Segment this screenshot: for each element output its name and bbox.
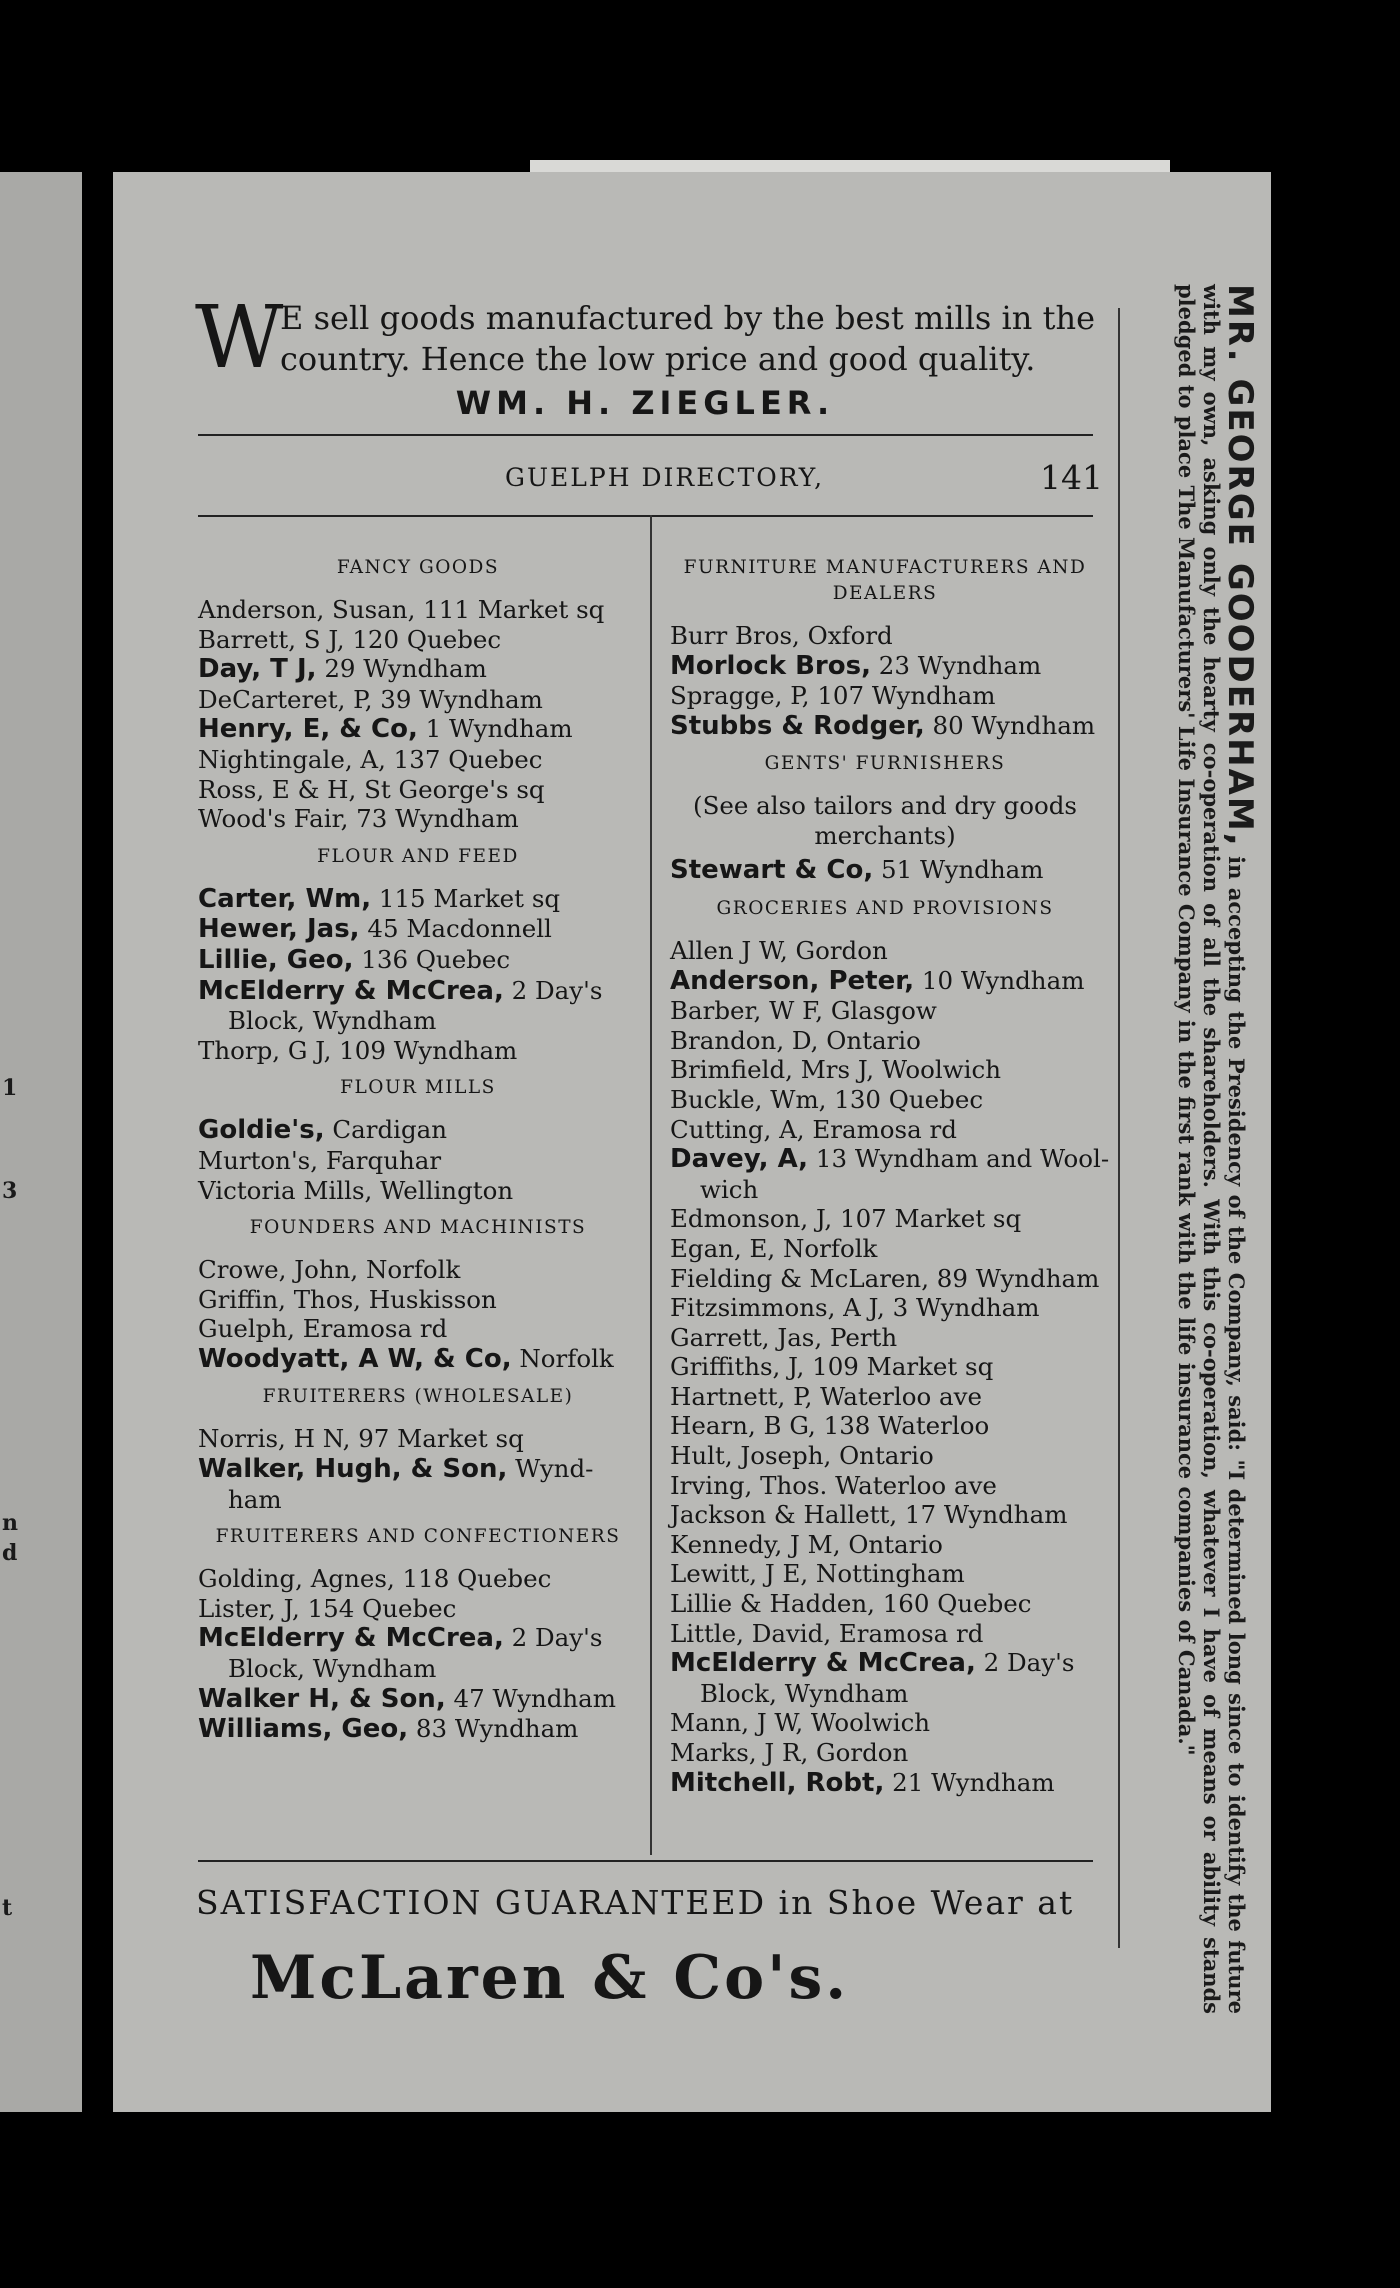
section-heading: FLOUR MILLS: [340, 1077, 496, 1099]
entry-address: 23 Wyndham: [870, 650, 1042, 680]
entry-address: 137 Quebec: [385, 744, 543, 774]
directory-entry: [670, 1648, 1100, 1679]
ad-merchant-name: WM. H. ZIEGLER.: [455, 384, 835, 422]
directory-entry: [670, 1441, 1100, 1471]
entry-name: Anderson, Susan,: [198, 595, 416, 624]
entry-name: Hearn, B G,: [670, 1411, 816, 1441]
entry-address: 45 Macdonnell: [359, 914, 552, 944]
header-rule-bottom: [198, 515, 1093, 517]
entry-name: Garrett, Jas,: [670, 1322, 823, 1352]
entry-name: Hartnett, P,: [670, 1381, 813, 1411]
entry-name: Nightingale, A,: [198, 744, 386, 774]
entry-name: Brandon, D,: [670, 1025, 819, 1055]
entry-address: Huskisson: [360, 1284, 497, 1314]
directory-entry: [670, 1619, 1100, 1649]
entry-address: 3 Wyndham: [884, 1293, 1040, 1323]
entry-name: Stubbs & Rodger,: [670, 710, 925, 741]
section-heading: GROCERIES AND PROVISIONS: [716, 897, 1054, 919]
directory-entry: [670, 1115, 1100, 1145]
section-heading: FRUITERERS AND CONFECTIONERS: [215, 1526, 621, 1548]
entry-address: 107 Wyndham: [809, 681, 996, 711]
directory-entry: [670, 711, 1100, 742]
directory-entry: [198, 1454, 638, 1485]
entry-name: Lister, J,: [198, 1593, 300, 1623]
entry-name: Lillie, Geo,: [198, 944, 354, 975]
entry-address: 73 Wyndham: [348, 804, 519, 834]
entry-name: Allen J W,: [670, 935, 788, 965]
right-column: [670, 545, 1110, 1798]
entry-address: Eramosa rd: [831, 1618, 984, 1648]
directory-entry: [670, 966, 1100, 997]
directory-entry: [670, 1530, 1100, 1560]
directory-entry: [198, 1255, 638, 1285]
entry-name: Lewitt, J E,: [670, 1559, 809, 1589]
entry-address: Gordon: [787, 935, 888, 965]
entry-name: McElderry & McCrea,: [198, 975, 504, 1006]
entry-name: McElderry & McCrea,: [198, 1623, 504, 1654]
section-heading: FOUNDERS AND MACHINISTS: [249, 1217, 587, 1239]
side-ad-text: [1174, 284, 1260, 2015]
entry-address: Nottingham: [808, 1559, 965, 1589]
directory-entry: [670, 996, 1100, 1026]
entry-address: Eramosa rd: [294, 1314, 448, 1344]
directory-entry: [198, 745, 638, 775]
directory-entry: [670, 1708, 1100, 1738]
entry-address: 51 Wyndham: [873, 855, 1044, 885]
directory-entry: [670, 1055, 1100, 1085]
entry-address: 13 Wyndham and Wool-: [808, 1144, 1110, 1174]
entry-name: Barber, W F,: [670, 996, 824, 1026]
entry-address: Farquhar: [318, 1145, 442, 1175]
entry-continuation: wich: [700, 1174, 759, 1204]
directory-entry: [198, 976, 638, 1007]
directory-entry: [198, 804, 638, 834]
entry-name: Guelph,: [198, 1314, 295, 1344]
section-note: (See also tailors and dry goods merchants): [693, 791, 1077, 851]
entry-name: Egan, E,: [670, 1233, 776, 1263]
entry-continuation: Block, Wyndham: [228, 1006, 437, 1036]
directory-entry: [198, 914, 638, 945]
directory-entry: [198, 654, 638, 685]
directory-entry: [670, 1352, 1100, 1382]
entry-name: Mitchell, Robt,: [670, 1767, 885, 1798]
entry-address: 10 Wyndham: [914, 965, 1085, 995]
entry-name: Morlock Bros,: [670, 650, 871, 681]
entry-address: Norfolk: [358, 1255, 461, 1285]
entry-address: 109 Wyndham: [331, 1035, 518, 1065]
entry-name: Williams, Geo,: [198, 1714, 409, 1745]
directory-entry: [198, 775, 638, 805]
entry-address: 2 Day's: [975, 1648, 1075, 1678]
entry-name: Goldie's,: [198, 1115, 325, 1146]
entry-address: Cardigan: [324, 1115, 448, 1145]
side-ad-name: MR. GEORGE GOODERHAM,: [1220, 284, 1260, 848]
section-heading: FANCY GOODS: [336, 557, 500, 578]
entry-address: 47 Wyndham: [445, 1683, 617, 1713]
adjacent-page-edge: [0, 172, 82, 2112]
ad-body: E sell goods manufactured by the best mills in the country. Hence the low price and good quality.: [280, 299, 1095, 378]
entry-address: Ontario: [831, 1441, 934, 1471]
entry-address: 107 Market sq: [832, 1204, 1022, 1234]
entry-name: Murton's,: [198, 1145, 319, 1175]
directory-entry: [670, 1085, 1100, 1115]
directory-entry: [670, 1559, 1100, 1589]
directory-entry: [198, 1714, 638, 1745]
directory-entry: [670, 936, 1100, 966]
entry-name: Walker H, & Son,: [198, 1683, 446, 1714]
directory-entry: [670, 1026, 1100, 1056]
entry-name: Spragge, P,: [670, 681, 810, 711]
entry-address: 118 Quebec: [394, 1564, 552, 1594]
entry-address: Eramosa rd: [804, 1114, 957, 1144]
entry-address: 130 Quebec: [826, 1084, 984, 1114]
entry-name: Mann, J W,: [670, 1708, 804, 1738]
header-rule-top: [198, 434, 1093, 436]
entry-address: 111 Market sq: [415, 595, 605, 624]
entry-address: 2 Day's: [503, 975, 603, 1005]
entry-address: Norfolk: [775, 1233, 878, 1263]
directory-entry: [198, 685, 638, 715]
entry-continuation: ham: [228, 1484, 282, 1514]
directory-entry: [198, 1424, 638, 1454]
entry-continuation: Block, Wyndham: [228, 1654, 437, 1684]
footer-advert-line: SATISFACTION GUARANTEED in Shoe Wear at: [196, 1883, 1075, 1922]
entry-address: 29 Wyndham: [316, 654, 487, 684]
entry-name: Griffin, Thos,: [198, 1284, 361, 1314]
directory-entry: [670, 1589, 1100, 1619]
directory-entry: [670, 651, 1100, 682]
entry-name: Fielding & McLaren,: [670, 1263, 929, 1293]
entry-address: 2 Day's: [503, 1623, 603, 1653]
entry-address: Gordon: [808, 1738, 909, 1767]
entry-address: 97 Market sq: [350, 1424, 524, 1454]
entry-name: Walker, Hugh, & Son,: [198, 1454, 508, 1485]
directory-entry: [670, 1323, 1100, 1353]
entry-name: Davey, A,: [670, 1144, 809, 1175]
entry-address: 138 Waterloo: [815, 1411, 990, 1441]
entry-address: 39 Wyndham: [372, 684, 543, 714]
directory-entry: [670, 1144, 1110, 1175]
directory-entry: [670, 1411, 1100, 1441]
entry-address: Ontario: [840, 1529, 943, 1559]
entry-address: Glasgow: [823, 996, 937, 1026]
entry-address: 89 Wyndham: [929, 1263, 1100, 1293]
entry-name: Day, T J,: [198, 654, 317, 685]
entry-address: St George's sq: [356, 774, 545, 804]
directory-entry: [198, 714, 638, 745]
entry-address: 109 Market sq: [804, 1352, 994, 1382]
directory-entry: [198, 625, 638, 655]
section-heading: FRUITERERS (WHOLESALE): [262, 1386, 574, 1408]
entry-name: Ross, E & H,: [198, 774, 357, 804]
entry-address: Ontario: [818, 1025, 921, 1055]
directory-entry: [670, 1293, 1100, 1323]
directory-entry: [198, 1146, 638, 1176]
entry-address: Woolwich: [803, 1708, 931, 1738]
entry-address: Oxford: [799, 621, 893, 650]
entry-name: Carter, Wm,: [198, 883, 372, 914]
directory-entry: [670, 621, 1100, 651]
entry-name: Griffiths, J,: [670, 1352, 805, 1382]
directory-entry: [670, 681, 1100, 711]
entry-name: Thorp, G J,: [198, 1035, 332, 1065]
entry-address: Wynd-: [507, 1454, 594, 1484]
side-ad-body: in accepting the Presidency of the Company, said: "I determined long since to identify the future with my own, asking only the hearty co-operation of all the shareholders. With this co-operation, whatever I have of means or ability stands pledged to place The Manufacturers' Life Insurance Company in the first rank with the life insurance companies of Canada.": [1174, 284, 1249, 2015]
entry-name: Irving, Thos.: [670, 1470, 828, 1500]
side-advertisement: [1148, 284, 1260, 2030]
entry-address: 80 Wyndham: [924, 710, 1096, 740]
ad-dropcap: W: [195, 288, 284, 388]
directory-entry: [670, 1204, 1100, 1234]
entry-name: Marks, J R,: [670, 1738, 809, 1767]
section-heading: FURNITURE MANUFACTURERS AND DEALERS: [683, 557, 1087, 604]
entry-address: 83 Wyndham: [408, 1714, 579, 1744]
directory-entry: [670, 1471, 1100, 1501]
entry-address: Woolwich: [874, 1055, 1002, 1085]
entry-address: 17 Wyndham: [897, 1500, 1068, 1530]
column-divider: [650, 515, 652, 1855]
entry-name: Kennedy, J M,: [670, 1529, 841, 1559]
entry-name: Victoria Mills,: [198, 1175, 373, 1205]
entry-name: Norris, H N,: [198, 1424, 351, 1454]
entry-address: Waterloo ave: [812, 1381, 982, 1411]
entry-name: Hult, Joseph,: [670, 1441, 832, 1471]
directory-entry: [198, 884, 638, 915]
directory-entry: [670, 1382, 1100, 1412]
directory-entry: [198, 1344, 638, 1375]
entry-name: Anderson, Peter,: [670, 965, 915, 996]
entry-address: 21 Wyndham: [884, 1767, 1055, 1797]
directory-entry: [670, 1768, 1100, 1799]
directory-entry: [198, 1684, 638, 1715]
entry-name: Buckle, Wm,: [670, 1084, 827, 1114]
directory-entry: [670, 1738, 1100, 1768]
sliver-char: 1: [2, 1075, 18, 1101]
directory-entry: [198, 1285, 638, 1315]
section-heading: GENTS' FURNISHERS: [764, 753, 1006, 775]
sliver-char: d: [2, 1540, 18, 1566]
running-head: GUELPH DIRECTORY,: [505, 463, 825, 492]
footer-advert-name: McLaren & Co's.: [250, 1943, 850, 2013]
entry-name: Wood's Fair,: [198, 804, 349, 834]
entry-name: Brimfield, Mrs J,: [670, 1055, 875, 1085]
directory-entry: [670, 1234, 1100, 1264]
entry-address: 120 Quebec: [344, 624, 502, 654]
directory-entry: [670, 1500, 1100, 1530]
directory-entry: [198, 1176, 638, 1206]
top-advertisement: [195, 288, 1095, 422]
entry-name: Hewer, Jas,: [198, 914, 360, 945]
entry-address: Norfolk: [511, 1343, 614, 1373]
directory-entry: [198, 945, 638, 976]
footer-rule: [198, 1860, 1093, 1862]
entry-address: Waterloo ave: [827, 1470, 997, 1500]
entry-name: Jackson & Hallett,: [670, 1500, 898, 1530]
directory-entry: [670, 855, 1100, 886]
sliver-char: t: [2, 1895, 13, 1921]
side-ad-rule: [1118, 308, 1120, 1948]
entry-name: DeCarteret, P,: [198, 684, 373, 714]
entry-address: 136 Quebec: [353, 944, 511, 974]
section-heading: FLOUR AND FEED: [317, 845, 519, 867]
entry-name: McElderry & McCrea,: [670, 1648, 976, 1679]
entry-address: Wellington: [372, 1175, 514, 1205]
entry-continuation: Block, Wyndham: [700, 1678, 909, 1708]
directory-entry: [198, 1115, 638, 1146]
entry-address: 115 Market sq: [371, 883, 561, 913]
entry-name: Woodyatt, A W, & Co,: [198, 1343, 512, 1374]
entry-address: 154 Quebec: [299, 1593, 457, 1623]
directory-entry: [198, 1564, 638, 1594]
entry-name: Lillie & Hadden,: [670, 1589, 875, 1619]
entry-name: Little, David,: [670, 1618, 832, 1648]
entry-name: Cutting, A,: [670, 1114, 805, 1144]
entry-name: Burr Bros,: [670, 621, 800, 650]
sliver-char: n: [2, 1510, 18, 1536]
sliver-char: 3: [2, 1178, 18, 1204]
entry-address: 160 Quebec: [874, 1589, 1032, 1619]
entry-name: Edmonson, J,: [670, 1204, 833, 1234]
entry-address: 1 Wyndham: [417, 714, 573, 744]
entry-name: Stewart & Co,: [670, 855, 874, 886]
entry-name: Crowe, John,: [198, 1255, 359, 1285]
left-column: [198, 545, 638, 1745]
directory-entry: [198, 1314, 638, 1344]
entry-name: Golding, Agnes,: [198, 1564, 395, 1594]
directory-entry: [198, 1594, 638, 1624]
entry-name: Henry, E, & Co,: [198, 714, 418, 745]
directory-entry: [198, 1623, 638, 1654]
page-number: 141: [1040, 458, 1103, 497]
entry-name: Barrett, S J,: [198, 624, 345, 654]
directory-entry: [670, 1264, 1100, 1294]
directory-entry: [198, 1036, 638, 1066]
entry-address: Perth: [822, 1322, 898, 1352]
entry-name: Fitzsimmons, A J,: [670, 1293, 885, 1323]
directory-entry: [198, 595, 638, 625]
